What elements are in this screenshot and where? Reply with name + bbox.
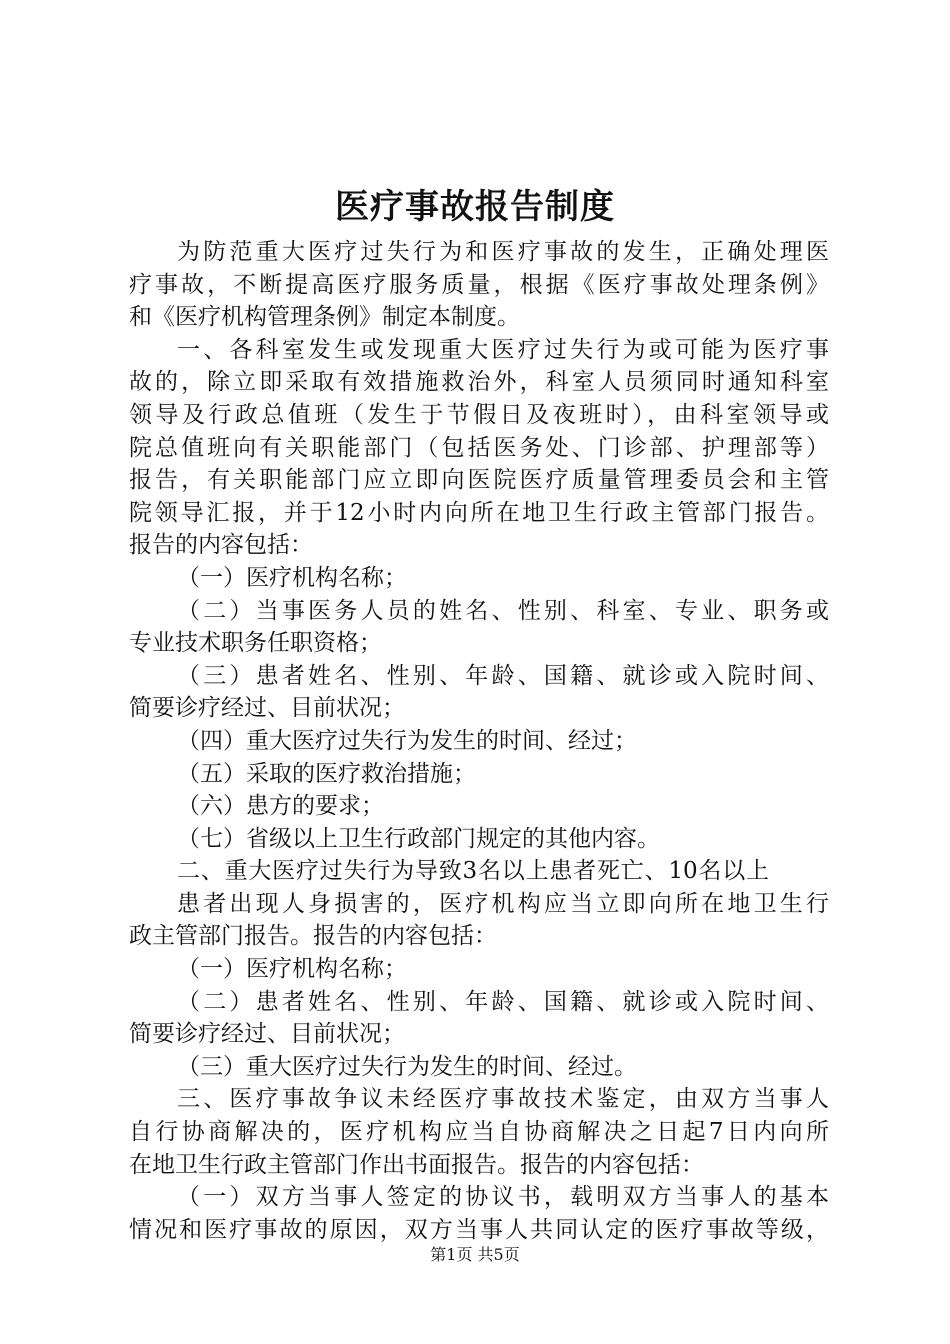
list-item: （一）双方当事人签定的协议书，载明双方当事人的基本 <box>177 1184 829 1211</box>
text-line: 在地卫生行政主管部门作出书面报告。报告的内容包括： <box>129 1151 704 1178</box>
text-line: 简要诊疗经过、目前状况； <box>129 1021 405 1048</box>
document-title: 医疗事故报告制度 <box>335 187 615 227</box>
document-body <box>129 236 829 1246</box>
text-line: 专业技术职务任职资格； <box>129 630 382 657</box>
list-item: （二）当事医务人员的姓名、性别、科室、专业、职务或 <box>177 597 829 624</box>
text-line: 患者出现人身损害的，医疗机构应当立即向所在地卫生行 <box>177 890 829 917</box>
text-line: 二、重大医疗过失行为导致3名以上患者死亡、10名以上 <box>177 858 769 885</box>
list-item: （五）采取的医疗救治措施； <box>177 760 476 787</box>
text-line: 故的，除立即采取有效措施救治外，科室人员须同时通知科室 <box>129 369 829 396</box>
text-line: 疗事故，不断提高医疗服务质量，根据《医疗事故处理条例》 <box>129 271 829 298</box>
text-line: 一、各科室发生或发现重大医疗过失行为或可能为医疗事 <box>177 336 829 363</box>
text-line: 政主管部门报告。报告的内容包括： <box>129 923 497 950</box>
list-item: （三）重大医疗过失行为发生的时间、经过。 <box>177 1053 637 1080</box>
text-line: 报告的内容包括： <box>129 532 313 559</box>
text-line: 领导及行政总值班（发生于节假日及夜班时），由科室领导或 <box>129 401 829 428</box>
text-line: 报告，有关职能部门应立即向医院医疗质量管理委员会和主管 <box>129 467 829 494</box>
list-item: （四）重大医疗过失行为发生的时间、经过； <box>177 727 637 754</box>
text-line: 院领导汇报，并于12小时内向所在地卫生行政主管部门报告。 <box>129 499 829 526</box>
text-line: 为防范重大医疗过失行为和医疗事故的发生，正确处理医 <box>177 239 829 265</box>
list-item: （七）省级以上卫生行政部门规定的其他内容。 <box>177 825 660 852</box>
text-line: 自行协商解决的，医疗机构应当自协商解决之日起7日内向所 <box>129 1119 829 1146</box>
list-item: （六）患方的要求； <box>177 793 384 820</box>
text-line: 三、医疗事故争议未经医疗事故技术鉴定，由双方当事人 <box>177 1086 829 1113</box>
list-item: （二）患者姓名、性别、年龄、国籍、就诊或入院时间、 <box>177 988 829 1015</box>
text-line: 院总值班向有关职能部门（包括医务处、门诊部、护理部等） <box>129 434 829 461</box>
text-line: 情况和医疗事故的原因，双方当事人共同认定的医疗事故等级， <box>129 1216 829 1243</box>
list-item: （三）患者姓名、性别、年龄、国籍、就诊或入院时间、 <box>177 662 829 689</box>
text-line: 简要诊疗经过、目前状况； <box>129 695 405 722</box>
list-item: （一）医疗机构名称； <box>177 564 407 591</box>
list-item: （一）医疗机构名称； <box>177 956 407 983</box>
text-line: 和《医疗机构管理条例》制定本制度。 <box>129 304 520 331</box>
page-number: 第1页 共5页 <box>430 1245 520 1264</box>
